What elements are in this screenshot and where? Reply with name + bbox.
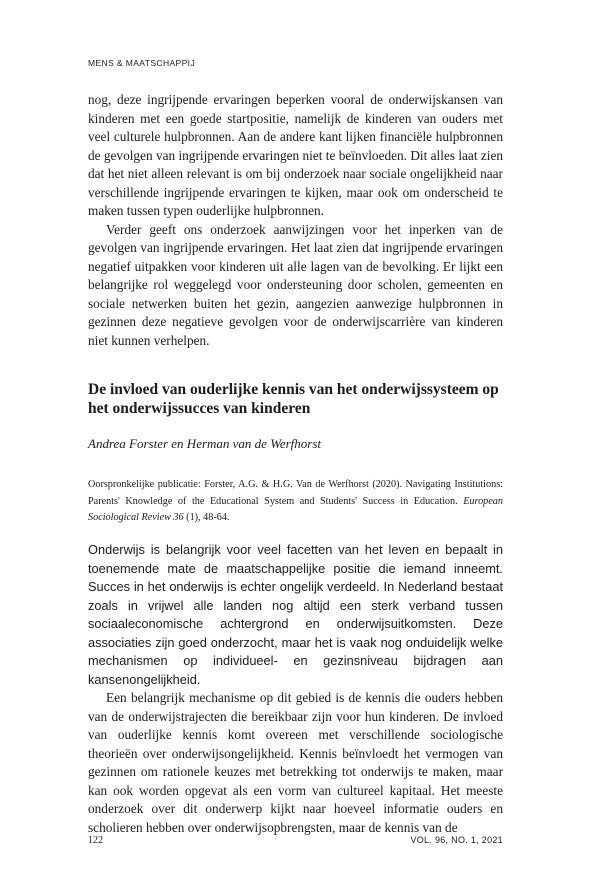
paragraph: Onderwijs is belangrijk voor veel facetten van het leven en bepaalt in toenemende mate de maatschappelijke positie die iemand inneemt. Succes in het onderwijs is echter ongelijk verdeeld. In Nederland bestaat zoals in vrijwel alle landen nog altijd een sterk verband tussen sociaaleconomische achtergrond en onderwijsuitkomsten. Deze associaties zijn goed onderzocht, maar het is vaak nog onduidelijk welke mechanismen op individueel- en gezinsniveau bijdragen aan kansenongelijkheid. [88,542,503,687]
citation-end: (1), 48-64. [183,512,230,523]
journal-volume-info: VOL. 96, NO. 1, 2021 [410,835,503,845]
paragraph: nog, deze ingrijpende ervaringen beperken vooral de onderwijskansen van kinderen met een goede startpositie, namelijk de kinderen van ouders met veel culturele hulpbronnen. Aan de andere kant lijken financiële hulpbronnen de gevolgen van ingrijpende ervaringen niet te beïnvloeden. Dit alles laat zien dat het niet alleen relevant is om bij onderzoek naar sociale ongelijkheid naar verschillende ingrijpende ervaringen te kijken, maar ook om onderscheid te maken tussen typen ouderlijke hulpbronnen. [88,92,504,218]
citation-journal: European Sociological Review 36 [88,495,503,523]
citation-text: Oorspronkelijke publicatie: Forster, A.G. & H.G. Van de Werfhorst (2020). Navigating Institutions: Parents' Knowledge of the Educational System and Students' Success in Education. [88,479,503,507]
article-authors: Andrea Forster en Herman van de Werfhorst [88,436,322,451]
page-footer [88,835,503,846]
paragraph: Verder geeft ons onderzoek aanwijzingen voor het inperken van de gevolgen van ingrijpende ervaringen. Het laat zien dat ingrijpende ervaringen negatief uitpakken voor kinderen uit alle lagen van de bevolking. Er lijkt een belangrijke rol weggelegd voor ondersteuning door scholen, gemeenten en sociale netwerken buiten het gezin, aangezien aanwezige hulpbronnen in gezinnen deze negatieve gevolgen voor de onderwijscarrière van kinderen niet kunnen verhelpen. [88,221,503,348]
previous-section-text [88,91,503,350]
article-title: De invloed van ouderlijke kennis van het onderwijssysteem op het onderwijssucces van kinderen [88,381,499,417]
page-number: 122 [88,835,103,846]
running-head: MENS & MAATSCHAPPIJ [88,58,196,68]
paragraph: Een belangrijk mechanisme op dit gebied is de kennis die ouders hebben van de onderwijstrajecten die bereikbaar zijn voor hun kinderen. De invloed van ouderlijke kennis komt overeen met verschillende sociologische theorieën over onderwijsongelijkheid. Kennis beïnvloedt het vermogen van gezinnen om rationele keuzes met betrekking tot onderwijs te maken, maar kan ook worden opgevat als een vorm van cultureel kapitaal. Het meeste onderzoek over dit onderwerp kijkt naar hoeveel informatie ouders en scholieren hebben over onderwijsopbrengsten, maar de kennis van de [88,690,503,835]
original-publication-citation [88,477,503,527]
article-body [88,541,503,837]
